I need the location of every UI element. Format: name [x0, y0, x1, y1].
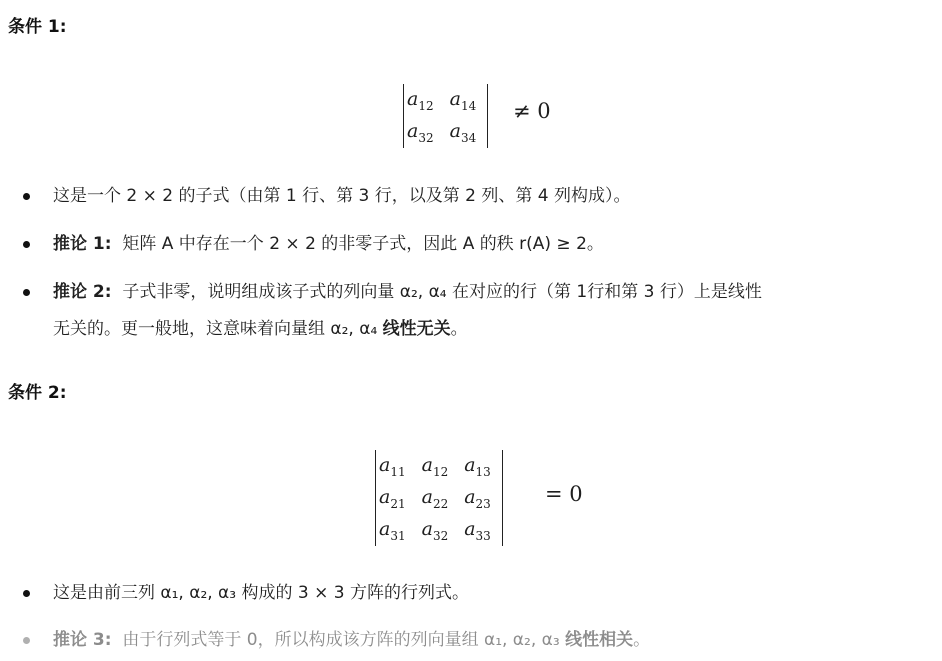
corollary-label: 推论 3: — [53, 630, 112, 650]
corollary-text: 子式非零，说明组成该子式的列向量 α₂, α₄ 在对应的行（第 1行和第 3 行）上是线性 — [122, 282, 762, 302]
sentence-end: 。 — [450, 319, 468, 339]
bullet-text: 这是由前三列 α₁, α₂, α₃ 构成的 3 × 3 方阵的行列式。 — [53, 583, 469, 603]
corollary-text: 矩阵 A 中存在一个 2 × 2 的非零子式，因此 A 的秩 r(A) ≥ 2。 — [122, 234, 604, 254]
relation-equal: = 0 — [545, 482, 583, 506]
bullet-icon — [23, 241, 30, 248]
corollary-label: 推论 2: — [53, 282, 112, 302]
bullet-icon — [23, 590, 30, 597]
corollary-text-cont: 无关的。更一般地，这意味着向量组 α₂, α₄ — [53, 319, 378, 339]
condition2-heading: 条件 2: — [8, 383, 67, 403]
determinant-2x2: $a_{12}$ $a_{14}$ $a_{32}$ $a_{34}$ — [403, 84, 488, 152]
condition1-heading: 条件 1: — [8, 17, 67, 37]
bullet-icon — [23, 193, 30, 200]
bullet-icon — [23, 289, 30, 296]
emphasis-text: 线性相关 — [565, 630, 634, 650]
emphasis-text: 线性无关 — [382, 319, 451, 339]
determinant-3x3: $a_{11}$ $a_{12}$ $a_{13}$ $a_{21}$ $a_{22}$ $a_{23}$ $a_{31}$ $a_{32}$ $a_{33}$ — [375, 450, 503, 550]
corollary-label: 推论 1: — [53, 234, 112, 254]
relation-not-equal: ≠ 0 — [513, 99, 551, 123]
bullet-icon — [23, 637, 30, 644]
bullet-text: 这是一个 2 × 2 的子式（由第 1 行、第 3 行，以及第 2 列、第 4 列构成）。 — [53, 186, 631, 206]
corollary-text: 由于行列式等于 0，所以构成该方阵的列向量组 α₁, α₂, α₃ — [122, 630, 560, 650]
sentence-end: 。 — [633, 630, 651, 650]
